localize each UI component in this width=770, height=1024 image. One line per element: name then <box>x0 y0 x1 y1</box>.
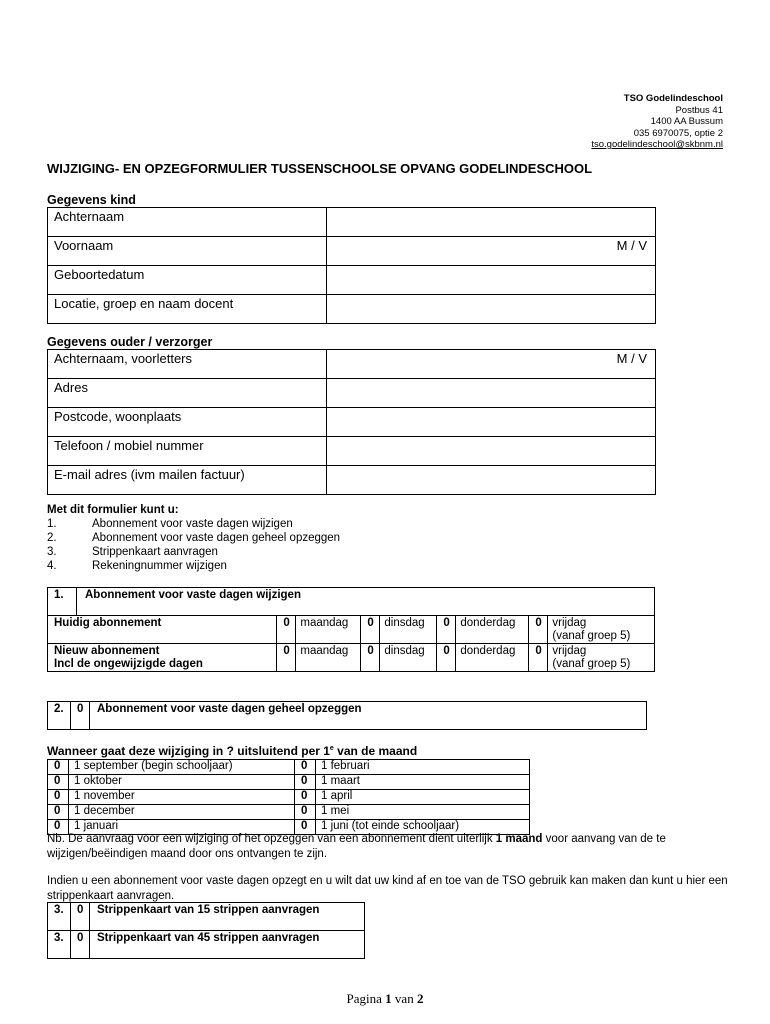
date-options-table <box>47 759 530 835</box>
ouder-label-adres: Adres <box>48 379 327 408</box>
checkbox-date-apr[interactable]: 0 <box>295 790 316 805</box>
checkbox-new-monday[interactable]: 0 <box>277 644 296 672</box>
intro-item <box>47 545 340 559</box>
ouder-row-achternaam <box>48 350 656 379</box>
section2-number: 2. <box>48 702 71 730</box>
address-email-link[interactable]: tso.godelindeschool@skbnm.nl <box>591 139 723 150</box>
date-label-mar: 1 maart <box>316 775 530 790</box>
checkbox-date-nov[interactable]: 0 <box>48 790 69 805</box>
when-heading <box>47 744 417 758</box>
day-friday-note: (vanaf groep 5) <box>552 630 631 642</box>
when-heading-sup: e <box>329 745 334 752</box>
day-tuesday-label: dinsdag <box>380 644 437 672</box>
ouder-label-telefoon: Telefoon / mobiel nummer <box>48 437 327 466</box>
strip-45-label: Strippenkaart van 45 strippen aanvragen <box>90 931 365 959</box>
strip-intro: Indien u een abonnement voor vaste dagen opzegt en u wilt dat uw kind af en toe van de TSO gebruik kan maken dan kunt u hier een strippenkaart aanvragen. <box>47 875 728 902</box>
school-address <box>591 93 723 151</box>
day-friday-label <box>548 616 655 644</box>
kind-label-geboortedatum: Geboortedatum <box>48 266 327 295</box>
intro-item-num: 1. <box>47 518 57 530</box>
ouder-label-email: E-mail adres (ivm mailen factuur) <box>48 466 327 495</box>
section3-number: 3. <box>48 903 71 931</box>
intro-item-text: Abonnement voor vaste dagen geheel opzeggen <box>92 532 341 544</box>
ouder-field-postcode[interactable] <box>327 408 656 437</box>
kind-row-locatie <box>48 295 656 324</box>
intro-item <box>47 531 340 545</box>
section1-current-row <box>48 616 655 644</box>
checkbox-date-mar[interactable]: 0 <box>295 775 316 790</box>
date-label-nov: 1 november <box>69 790 295 805</box>
strip-15-label: Strippenkaart van 15 strippen aanvragen <box>90 903 365 931</box>
ouder-heading: Gegevens ouder / verzorger <box>47 335 213 349</box>
intro-item-num: 2. <box>47 532 57 544</box>
intro-item-text: Abonnement voor vaste dagen wijzigen <box>92 518 293 530</box>
new-subscription-label <box>48 644 277 672</box>
date-label-jun: 1 juni (tot einde schooljaar) <box>316 820 530 835</box>
kind-row-voornaam <box>48 237 656 266</box>
note-text-a: Nb. De aanvraag voor een wijziging of het opzeggen van een abonnement dient uiterlijk <box>47 833 496 845</box>
date-label-dec: 1 december <box>69 805 295 820</box>
day-friday-name: vrijdag <box>552 645 587 657</box>
page-footer <box>0 991 770 1007</box>
kind-field-voornaam[interactable]: M / V <box>327 237 656 266</box>
ouder-row-telefoon <box>48 437 656 466</box>
section3-number: 3. <box>48 931 71 959</box>
note-text-bold: 1 maand <box>495 833 543 845</box>
date-label-feb: 1 februari <box>316 760 530 775</box>
footer-page: 1 <box>385 991 392 1006</box>
kind-row-geboortedatum <box>48 266 656 295</box>
section1-number: 1. <box>48 588 77 616</box>
checkbox-date-sep[interactable]: 0 <box>48 760 69 775</box>
intro-heading: Met dit formulier kunt u: <box>47 504 179 516</box>
date-option-row <box>48 790 530 805</box>
form-title: WIJZIGING- EN OPZEGFORMULIER TUSSENSCHOOLSE OPVANG GODELINDESCHOOL <box>47 161 593 176</box>
checkbox-current-monday[interactable]: 0 <box>277 616 296 644</box>
section1-title: Abonnement voor vaste dagen wijzigen <box>77 588 655 616</box>
day-friday-label <box>548 644 655 672</box>
footer-mid: van <box>391 991 417 1006</box>
day-thursday-label: donderdag <box>456 644 529 672</box>
intro-item-text: Strippenkaart aanvragen <box>92 546 218 558</box>
checkbox-cancel-subscription[interactable]: 0 <box>71 702 90 730</box>
day-thursday-label: donderdag <box>456 616 529 644</box>
section2-row <box>48 702 647 730</box>
footer-pre: Pagina <box>346 991 386 1006</box>
intro-block <box>47 503 340 573</box>
date-label-may: 1 mei <box>316 805 530 820</box>
footer-total: 2 <box>416 991 424 1006</box>
date-label-apr: 1 april <box>316 790 530 805</box>
date-label-oct: 1 oktober <box>69 775 295 790</box>
deadline-note <box>47 832 737 862</box>
kind-field-locatie[interactable] <box>327 295 656 324</box>
day-friday-name: vrijdag <box>552 617 587 629</box>
intro-item <box>47 559 340 573</box>
kind-label-voornaam: Voornaam <box>48 237 327 266</box>
date-option-row <box>48 805 530 820</box>
ouder-label-achternaam: Achternaam, voorletters <box>48 350 327 379</box>
intro-item-num: 4. <box>47 560 57 572</box>
kind-table <box>47 207 656 324</box>
kind-heading: Gegevens kind <box>47 193 136 207</box>
ouder-table <box>47 349 656 495</box>
ouder-row-postcode <box>48 408 656 437</box>
ouder-row-email <box>48 466 656 495</box>
day-monday-label: maandag <box>296 616 361 644</box>
new-subscription-label-b: Incl de ongewijzigde dagen <box>54 658 203 670</box>
address-postcode: 1400 AA Bussum <box>650 116 723 127</box>
section3-table <box>47 902 365 959</box>
checkbox-current-friday[interactable]: 0 <box>529 616 548 644</box>
checkbox-new-tuesday[interactable]: 0 <box>361 644 380 672</box>
checkbox-strip-45[interactable]: 0 <box>71 931 90 959</box>
intro-item-num: 3. <box>47 546 57 558</box>
ouder-field-adres[interactable] <box>327 379 656 408</box>
date-option-row <box>48 760 530 775</box>
section2-table <box>47 701 647 730</box>
date-label-sep: 1 september (begin schooljaar) <box>69 760 295 775</box>
checkbox-new-friday[interactable]: 0 <box>529 644 548 672</box>
checkbox-current-thursday[interactable]: 0 <box>437 616 456 644</box>
when-heading-end: van de maand <box>333 744 418 758</box>
ouder-field-telefoon[interactable] <box>327 437 656 466</box>
kind-label-locatie: Locatie, groep en naam docent <box>48 295 327 324</box>
checkbox-date-dec[interactable]: 0 <box>48 805 69 820</box>
checkbox-strip-15[interactable]: 0 <box>71 903 90 931</box>
kind-field-achternaam[interactable] <box>327 208 656 237</box>
section2-title: Abonnement voor vaste dagen geheel opzeggen <box>90 702 647 730</box>
section1-new-row <box>48 644 655 672</box>
ouder-field-email[interactable] <box>327 466 656 495</box>
address-phone: 035 6970075, optie 2 <box>633 127 723 139</box>
checkbox-new-thursday[interactable]: 0 <box>437 644 456 672</box>
section3-row-15 <box>48 903 365 931</box>
ouder-field-achternaam[interactable]: M / V <box>327 350 656 379</box>
section1-header-row <box>48 588 655 616</box>
when-heading-text: Wanneer gaat deze wijziging in ? uitsluitend per 1 <box>47 744 330 758</box>
ouder-row-adres <box>48 379 656 408</box>
new-subscription-label-a: Nieuw abonnement <box>54 645 160 657</box>
checkbox-current-tuesday[interactable]: 0 <box>361 616 380 644</box>
kind-row-achternaam <box>48 208 656 237</box>
checkbox-date-may[interactable]: 0 <box>295 805 316 820</box>
school-name: TSO Godelindeschool <box>623 93 723 104</box>
day-friday-note: (vanaf groep 5) <box>552 658 631 670</box>
intro-item <box>47 517 340 531</box>
date-option-row <box>48 775 530 790</box>
ouder-label-postcode: Postcode, woonplaats <box>48 408 327 437</box>
note-text-b: voor aanvang van de te wijzigen/beëindigen maand door ons ontvangen te zijn. <box>47 833 666 860</box>
checkbox-date-oct[interactable]: 0 <box>48 775 69 790</box>
checkbox-date-jun[interactable]: 0 <box>295 820 316 835</box>
intro-item-text: Rekeningnummer wijzigen <box>92 560 227 572</box>
current-subscription-label: Huidig abonnement <box>48 616 277 644</box>
section1-table <box>47 587 655 672</box>
checkbox-date-jan[interactable]: 0 <box>48 820 69 835</box>
date-label-jan: 1 januari <box>69 820 295 835</box>
address-postbus: Postbus 41 <box>675 104 723 116</box>
checkbox-date-feb[interactable]: 0 <box>295 760 316 775</box>
kind-label-achternaam: Achternaam <box>48 208 327 237</box>
day-monday-label: maandag <box>296 644 361 672</box>
day-tuesday-label: dinsdag <box>380 616 437 644</box>
kind-field-geboortedatum[interactable] <box>327 266 656 295</box>
section3-row-45 <box>48 931 365 959</box>
